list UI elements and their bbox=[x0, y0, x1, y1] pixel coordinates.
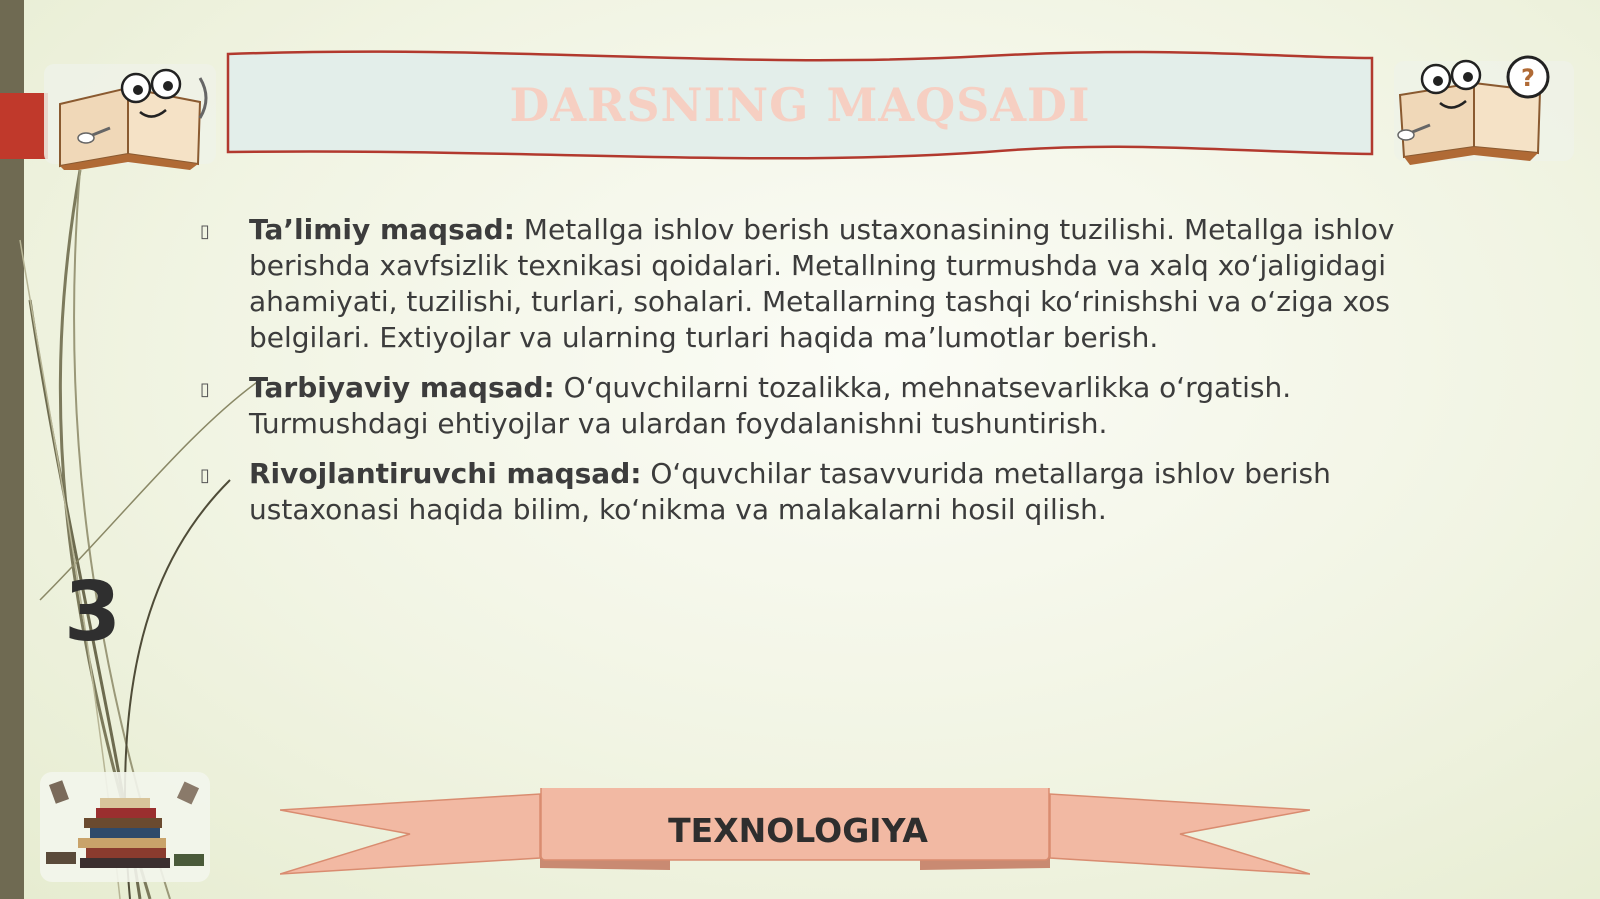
square-bullet-icon: ▯ bbox=[200, 379, 210, 400]
goal-item-educational bbox=[200, 212, 1400, 356]
square-bullet-icon: ▯ bbox=[200, 221, 210, 242]
book-mascot-icon bbox=[40, 58, 220, 170]
goal-text: O‘quvchilarni tozalikka, mehnatsevarlikka o‘rgatish. Turmushdagi ehtiyojlar va ulardan foydalanishni tushuntirish. bbox=[249, 371, 1292, 440]
goal-item-upbringing bbox=[200, 370, 1400, 442]
square-bullet-icon: ▯ bbox=[200, 465, 210, 486]
footer-label: TEXNOLOGIYA bbox=[668, 811, 928, 850]
stacked-books-icon bbox=[40, 772, 210, 882]
goal-text: Metallga ishlov berish ustaxonasining tuzilishi. Metallga ishlov berishda xavfsizlik texnikasi qoidalari. Metallning turmushda va xalq xo‘jaligidagi ahamiyati, tuzilishi, turlari, sohalari. Metallarning tashqi ko‘rinishshi va o‘ziga xos belgilari. Extiyojlar va ularning turlari haqida ma’lumotlar berish. bbox=[249, 213, 1395, 354]
goal-heading: Ta’limiy maqsad: bbox=[249, 213, 515, 246]
goal-text: O‘quvchilar tasavvurida metallarga ishlov berish ustaxonasi haqida bilim, ko‘nikma va malakalarni hosil qilish. bbox=[249, 457, 1331, 526]
page-number: 3 bbox=[64, 565, 122, 660]
svg-text:?: ? bbox=[1521, 64, 1535, 92]
goal-heading: Tarbiyaviy maqsad: bbox=[249, 371, 555, 404]
goal-item-developmental bbox=[200, 456, 1400, 528]
book-mascot-question-icon bbox=[1390, 55, 1580, 167]
slide-title: DARSNING MAQSADI bbox=[509, 78, 1091, 132]
goal-heading: Rivojlantiruvchi maqsad: bbox=[249, 457, 642, 490]
goals-list bbox=[200, 212, 1400, 542]
